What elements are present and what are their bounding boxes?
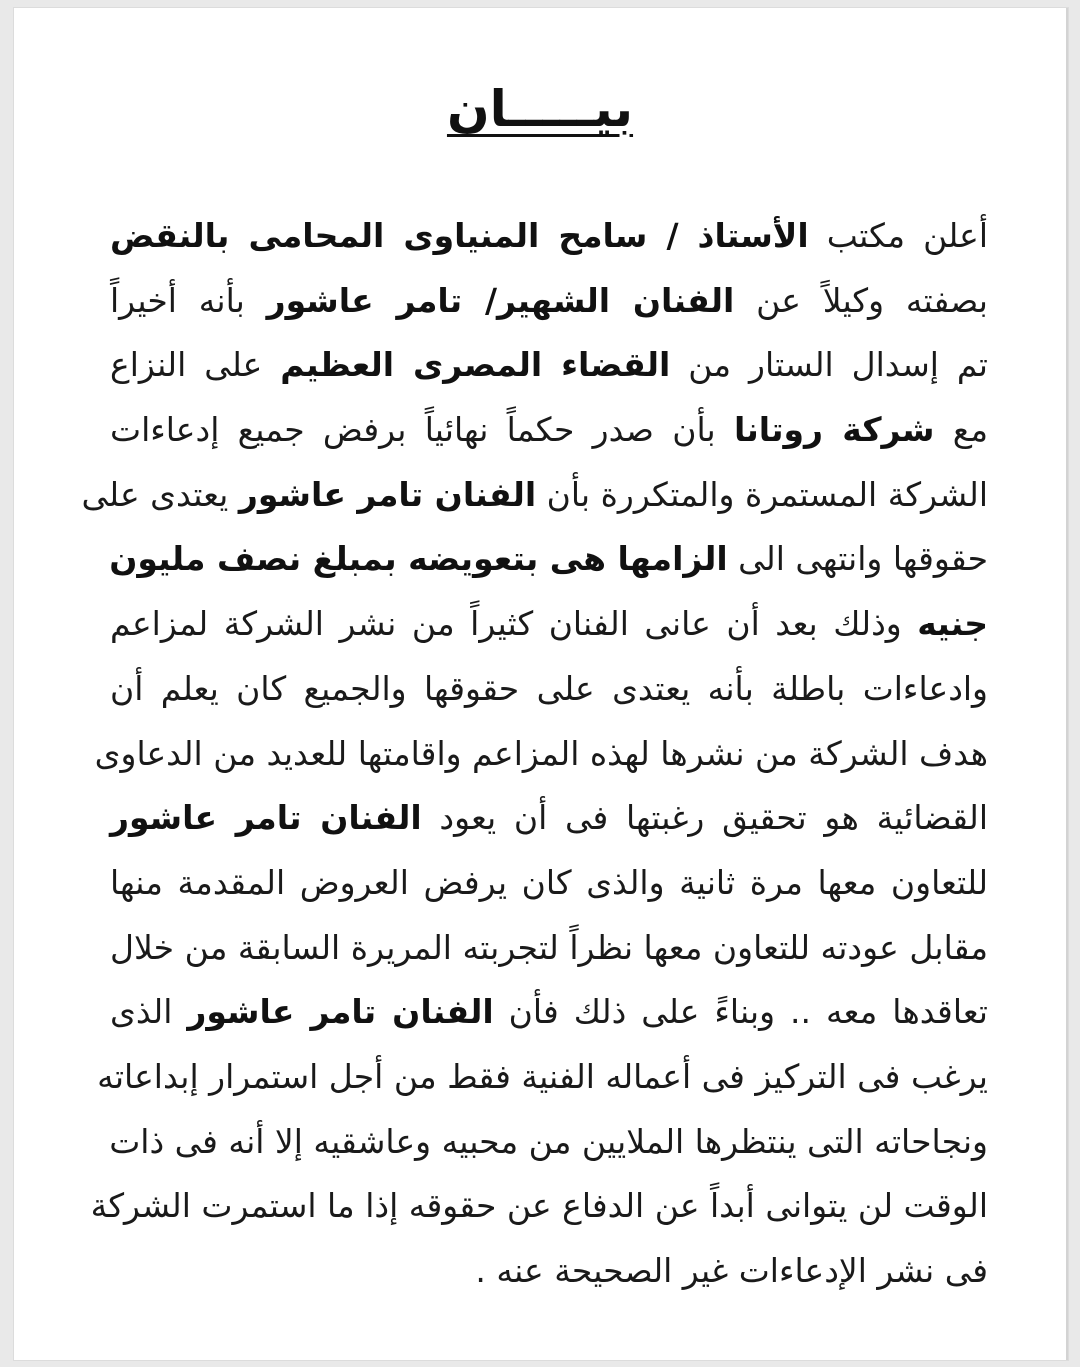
bold-phrase: القضاء المصرى العظيم xyxy=(280,345,671,385)
text-phrase: أعلن مكتب xyxy=(808,216,988,255)
text-phrase: الذى xyxy=(110,992,188,1032)
statement-line xyxy=(110,657,988,722)
statement-line xyxy=(110,786,988,851)
statement-line xyxy=(110,851,988,916)
statement-line xyxy=(110,204,988,269)
statement-line xyxy=(110,592,988,657)
statement-line xyxy=(110,269,988,334)
statement-line xyxy=(97,1045,988,1110)
text-phrase: وذلك بعد أن عانى الفنان كثيراً من نشر الشركة لمزاعم xyxy=(110,604,918,644)
statement-line xyxy=(110,527,988,592)
bold-phrase: الفنان الشهير/ تامر عاشور xyxy=(266,280,735,320)
text-phrase: مقابل عودته للتعاون معها نظراً لتجربته المريرة السابقة من خلال xyxy=(110,927,988,967)
text-phrase: الوقت لن يتوانى أبداً عن الدفاع عن حقوقه إذا ما استمرت الشركة xyxy=(90,1186,988,1226)
bold-phrase: الفنان تامر عاشور xyxy=(187,992,494,1032)
text-phrase: فى نشر الإدعاءات غير الصحيحة عنه . xyxy=(475,1251,988,1290)
text-phrase: على النزاع xyxy=(110,345,281,385)
statement-line xyxy=(110,398,988,463)
bold-phrase: الفنان تامر عاشور xyxy=(110,798,422,838)
text-phrase: تم إسدال الستار من xyxy=(670,345,988,385)
bold-phrase: الزامها هى بتعويضه بمبلغ نصف مليون xyxy=(109,539,728,579)
bold-phrase: الفنان تامر عاشور xyxy=(238,474,537,514)
statement-body xyxy=(81,204,989,1304)
text-phrase: للتعاون معها مرة ثانية والذى كان يرفض العروض المقدمة منها xyxy=(110,862,988,902)
text-phrase: القضائية هو تحقيق رغبتها فى أن يعود xyxy=(421,798,988,838)
text-phrase: تعاقدها معه .. وبناءً على ذلك فأن xyxy=(493,992,988,1032)
text-phrase: بأنه أخيراً xyxy=(110,280,267,320)
bold-phrase: الأستاذ / سامح المنياوى المحامى بالنقض xyxy=(110,216,809,255)
text-phrase: حقوقها وانتهى الى xyxy=(727,539,988,579)
statement-line xyxy=(110,1110,988,1175)
text-phrase: ونجاحاته التى ينتظرها الملايين من محبيه وعاشقيه إلا أنه فى ذات xyxy=(109,1121,988,1161)
text-phrase: الشركة المستمرة والمتكررة بأن xyxy=(536,474,988,514)
statement-line xyxy=(94,722,988,787)
statement-line xyxy=(110,916,988,981)
bold-phrase: شركة روتانا xyxy=(733,410,935,450)
statement-line xyxy=(110,333,988,398)
text-phrase: يعتدى على xyxy=(81,474,239,514)
statement-line xyxy=(110,1239,988,1304)
bold-phrase: جنيه xyxy=(917,604,988,644)
text-phrase: هدف الشركة من نشرها لهذه المزاعم واقامتها للعديد من الدعاوى xyxy=(94,733,988,773)
statement-line xyxy=(81,463,988,528)
statement-line xyxy=(110,980,988,1045)
text-phrase: يرغب فى التركيز فى أعماله الفنية فقط من أجل استمرار إبداعاته xyxy=(97,1056,988,1096)
text-phrase: بأن صدر حكماً نهائياً برفض جميع إدعاءات xyxy=(110,410,734,450)
text-phrase: مع xyxy=(934,410,989,450)
text-phrase: وادعاءات باطلة بأنه يعتدى على حقوقها والجميع كان يعلم أن xyxy=(110,668,988,708)
text-phrase: بصفته وكيلاً عن xyxy=(734,280,988,320)
document-title: بيـــــان xyxy=(446,80,634,138)
statement-line xyxy=(90,1174,988,1239)
document-page xyxy=(14,8,1068,1360)
